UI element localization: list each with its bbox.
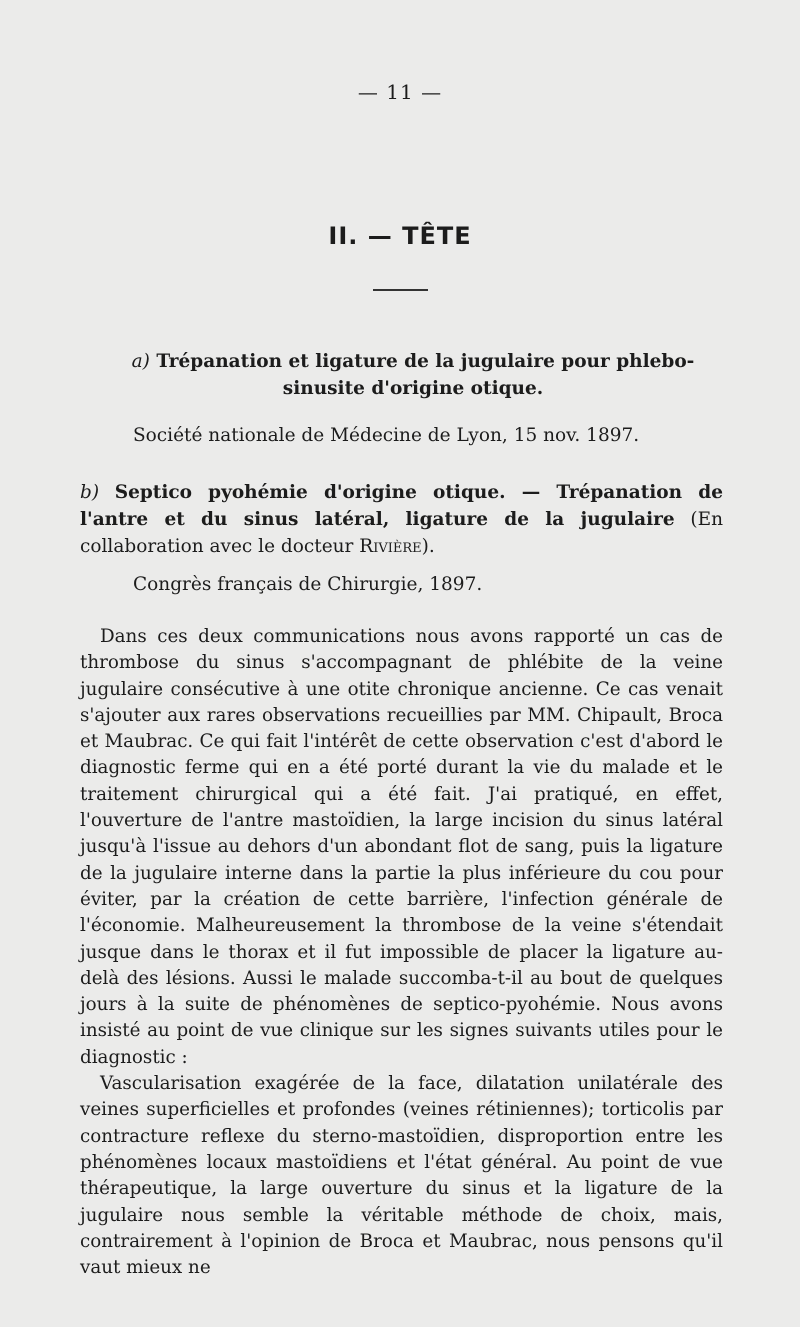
entry-b-collab-name: Rivière <box>359 536 422 557</box>
entry-b-collab-before: (En collaboration avec le docteur <box>80 509 723 557</box>
entry-a-title <box>100 348 726 402</box>
page-number: — 11 — <box>357 80 443 104</box>
section-heading: II. — TÊTE <box>328 222 472 250</box>
heading-rule <box>373 289 428 291</box>
entry-b-collab-after: ). <box>421 536 435 557</box>
body-text <box>80 624 723 1281</box>
entry-b <box>80 479 723 560</box>
paragraph: Dans ces deux communications nous avons rapporté un cas de thrombose du sinus s'accompagnant de phlébite de la veine jugulaire consécutive à une otite chronique ancienne. Ce cas venait s'ajouter aux rares observations recueillies par MM. Chipault, Broca et Maubrac. Ce qui fait l'intérêt de cette observation c'est d'abord le diagnostic ferme qui en a été porté durant la vie du malade et le traitement chirurgical qui a été fait. J'ai pratiqué, en effet, l'ouverture de l'antre mastoïdien, la large incision du sinus latéral jusqu'à l'issue au dehors d'un abondant flot de sang, puis la ligature de la jugulaire interne dans la partie la plus inférieure du cou pour éviter, par la création de cette barrière, l'infection générale de l'économie. Malheureusement la thrombose de la veine s'étendait jusque dans le thorax et il fut impossible de placer la ligature au-delà des lésions. Aussi le malade succomba-t-il au bout de quelques jours à la suite de phénomènes de septico-pyohémie. Nous avons insisté au point de vue clinique sur les signes suivants utiles pour le diagnostic : <box>80 626 723 1068</box>
entry-b-source: Congrès français de Chirurgie, 1897. <box>133 574 483 595</box>
entry-b-title: Septico pyohémie d'origine otique. — Trépanation de l'antre et du sinus latéral, ligature de la jugulaire <box>80 482 723 530</box>
entry-b-label: b) <box>80 482 100 503</box>
entry-a-source: Société nationale de Médecine de Lyon, 15 nov. 1897. <box>133 425 640 446</box>
entry-a-label: a) <box>131 351 150 372</box>
entry-a-title-text: Trépanation et ligature de la jugulaire pour phlebo-sinusite d'origine otique. <box>156 351 695 399</box>
paragraph: Vascularisation exagérée de la face, dilatation unilatérale des veines superficielles et profondes (veines rétiniennes); torticolis par contracture reflexe du sterno-mastoïdien, disproportion entre les phénomènes locaux mastoïdiens et l'état général. Au point de vue thérapeutique, la large ouverture du sinus et la ligature de la jugulaire nous semble la véritable méthode de choix, mais, contrairement à l'opinion de Broca et Maubrac, nous pensons qu'il vaut mieux ne <box>80 1073 723 1279</box>
